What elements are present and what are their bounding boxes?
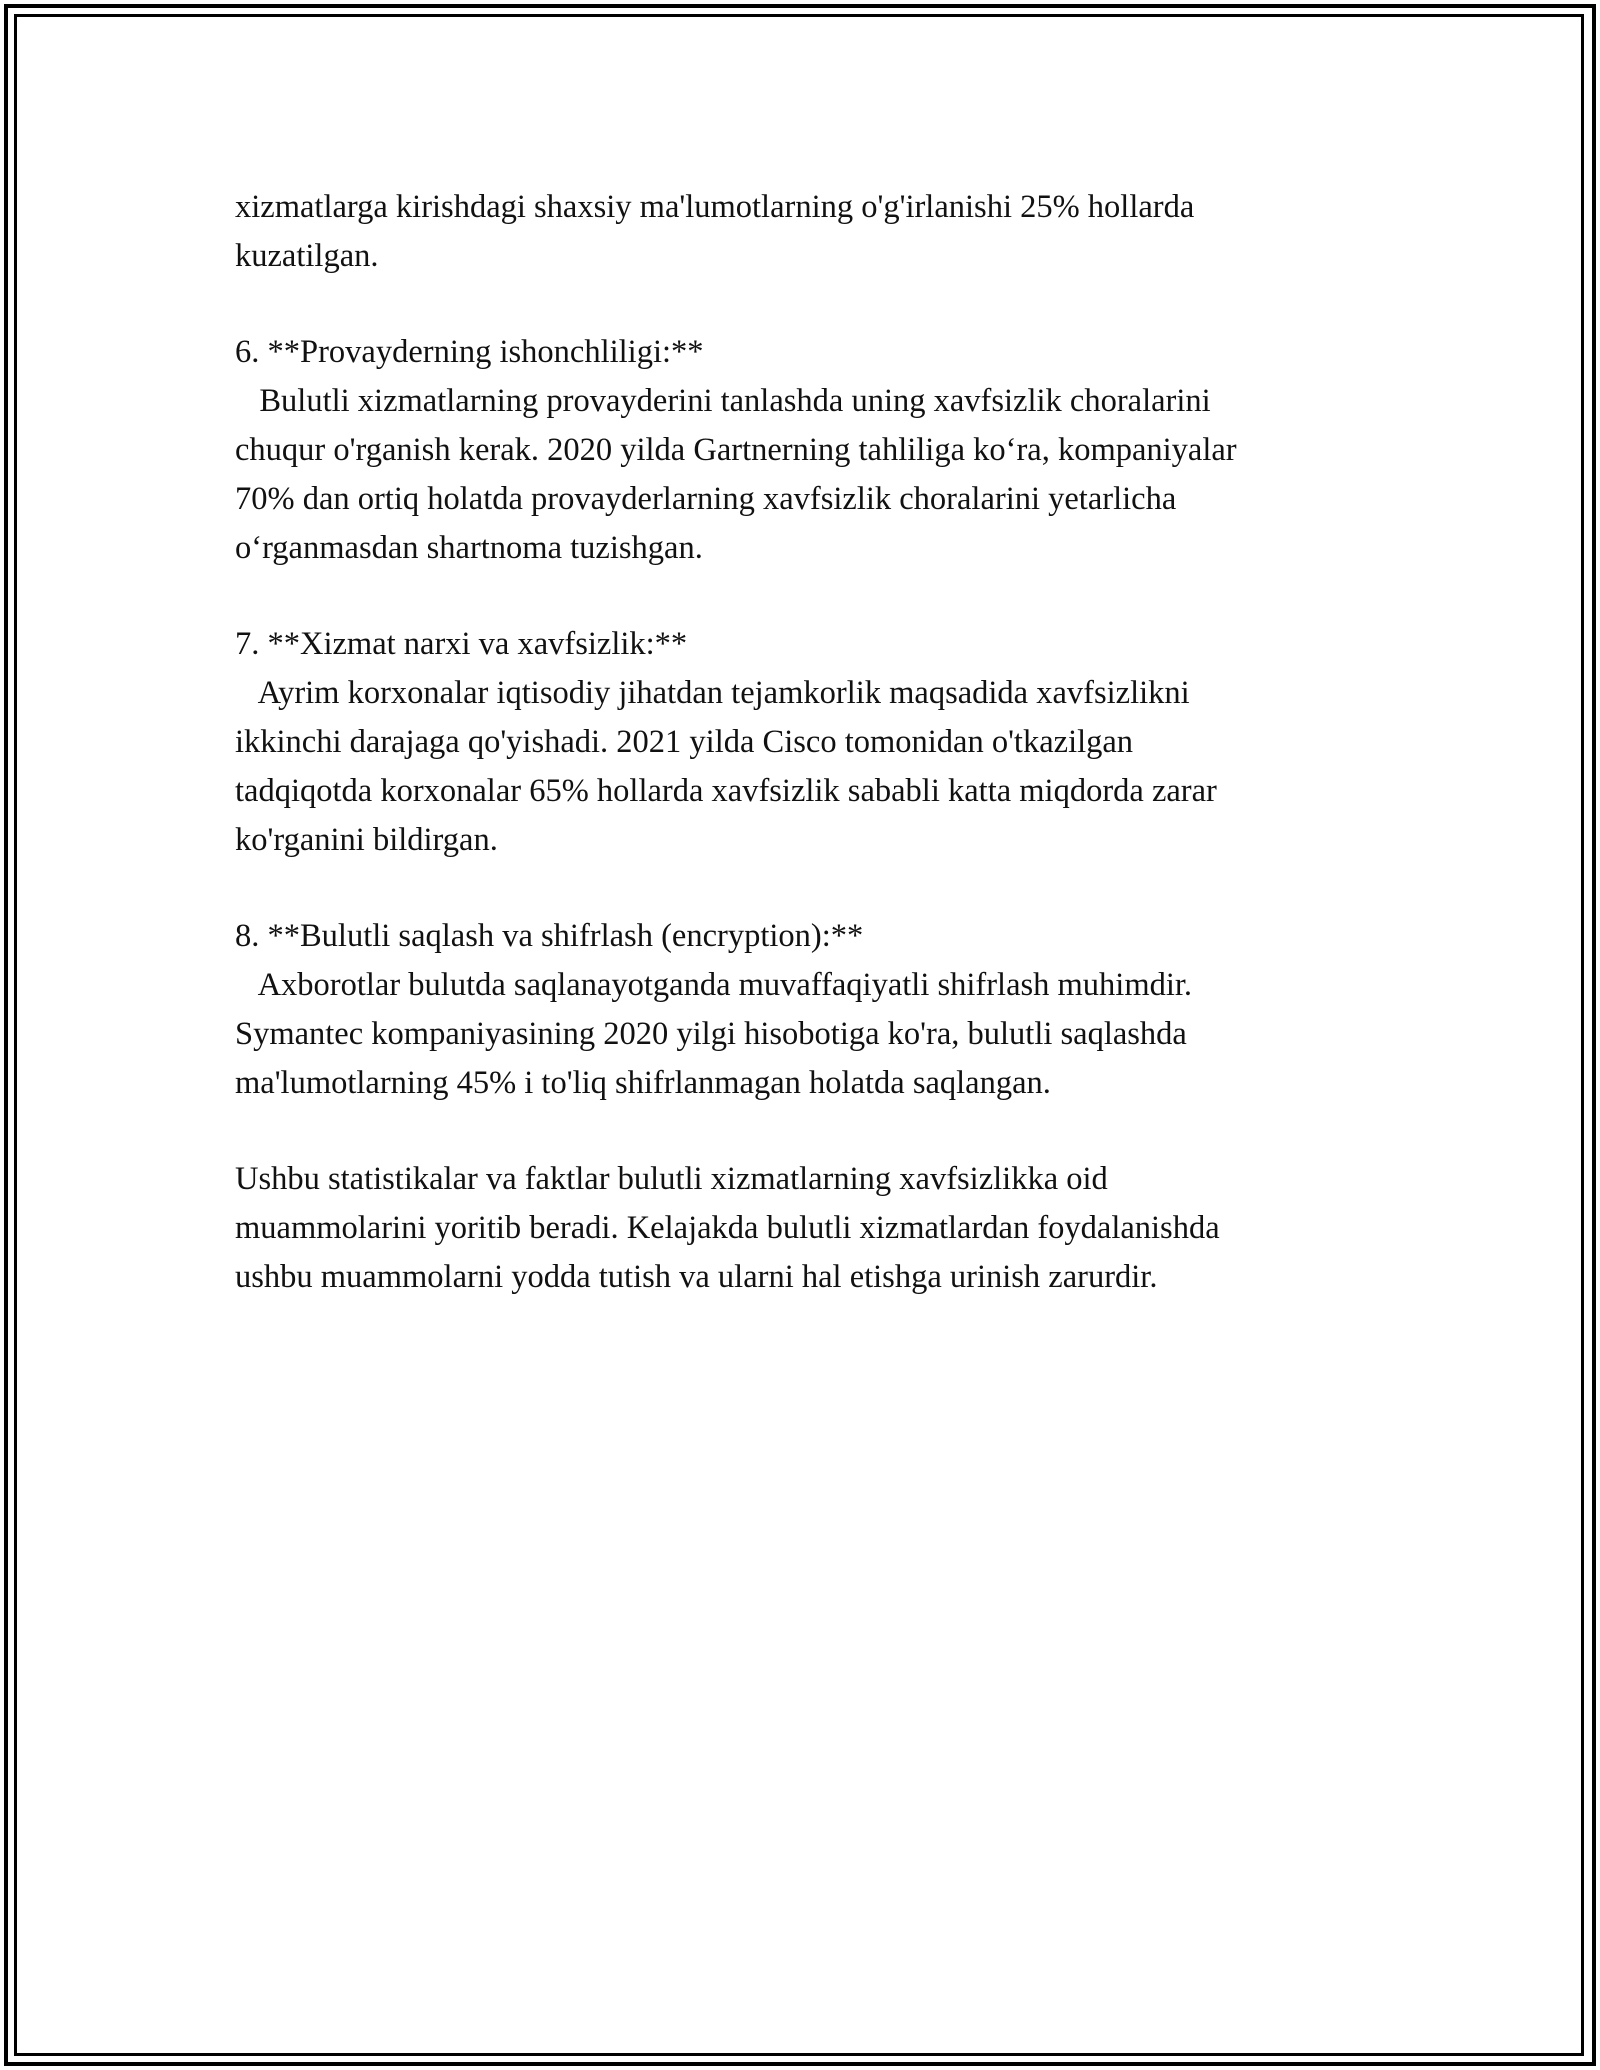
section-heading: 6. **Provayderning ishonchliligi:** <box>235 334 704 370</box>
section-6 <box>235 328 1435 573</box>
section-8 <box>235 912 1435 1108</box>
text-line: Bulutli xizmatlarning provayderini tanlashda uning xavfsizlik choralarini <box>235 383 1211 419</box>
text-line: Axborotlar bulutda saqlanayotganda muvaffaqiyatli shifrlash muhimdir. <box>235 967 1193 1003</box>
section-7 <box>235 620 1435 865</box>
document-body <box>235 183 1435 1302</box>
text-line: tadqiqotda korxonalar 65% hollarda xavfsizlik sababli katta miqdorda zarar <box>235 773 1217 809</box>
section-heading: 8. **Bulutli saqlash va shifrlash (encryption):** <box>235 918 864 954</box>
paragraph-gap <box>235 865 1435 912</box>
text-line: Ushbu statistikalar va faktlar bulutli xizmatlarning xavfsizlikka oid <box>235 1161 1108 1197</box>
text-line: xizmatlarga kirishdagi shaxsiy ma'lumotlarning o'g'irlanishi 25% hollarda <box>235 189 1195 225</box>
section-heading: 7. **Xizmat narxi va xavfsizlik:** <box>235 626 688 662</box>
text-line: ko'rganini bildirgan. <box>235 822 498 858</box>
paragraph-gap <box>235 1108 1435 1155</box>
text-line: Symantec kompaniyasining 2020 yilgi hisobotiga ko'ra, bulutli saqlashda <box>235 1016 1187 1052</box>
text-line: kuzatilgan. <box>235 238 379 274</box>
text-line: ikkinchi darajaga qo'yishadi. 2021 yilda Cisco tomonidan o'tkazilgan <box>235 724 1134 760</box>
paragraph-gap <box>235 573 1435 620</box>
text-line: 70% dan ortiq holatda provayderlarning xavfsizlik choralarini yetarlicha <box>235 481 1177 517</box>
conclusion-paragraph <box>235 1155 1435 1302</box>
text-line: muammolarini yoritib beradi. Kelajakda bulutli xizmatlardan foydalanishda <box>235 1210 1220 1246</box>
text-line: o‘rganmasdan shartnoma tuzishgan. <box>235 530 703 566</box>
text-line: chuqur o'rganish kerak. 2020 yilda Gartnerning tahliliga ko‘ra, kompaniyalar <box>235 432 1237 468</box>
paragraph-gap <box>235 281 1435 328</box>
text-line: ma'lumotlarning 45% i to'liq shifrlanmagan holatda saqlangan. <box>235 1065 1051 1101</box>
text-line: Ayrim korxonalar iqtisodiy jihatdan tejamkorlik maqsadida xavfsizlikni <box>235 675 1190 711</box>
text-line: ushbu muammolarni yodda tutish va ularni hal etishga urinish zarurdir. <box>235 1259 1158 1295</box>
intro-paragraph <box>235 183 1435 281</box>
